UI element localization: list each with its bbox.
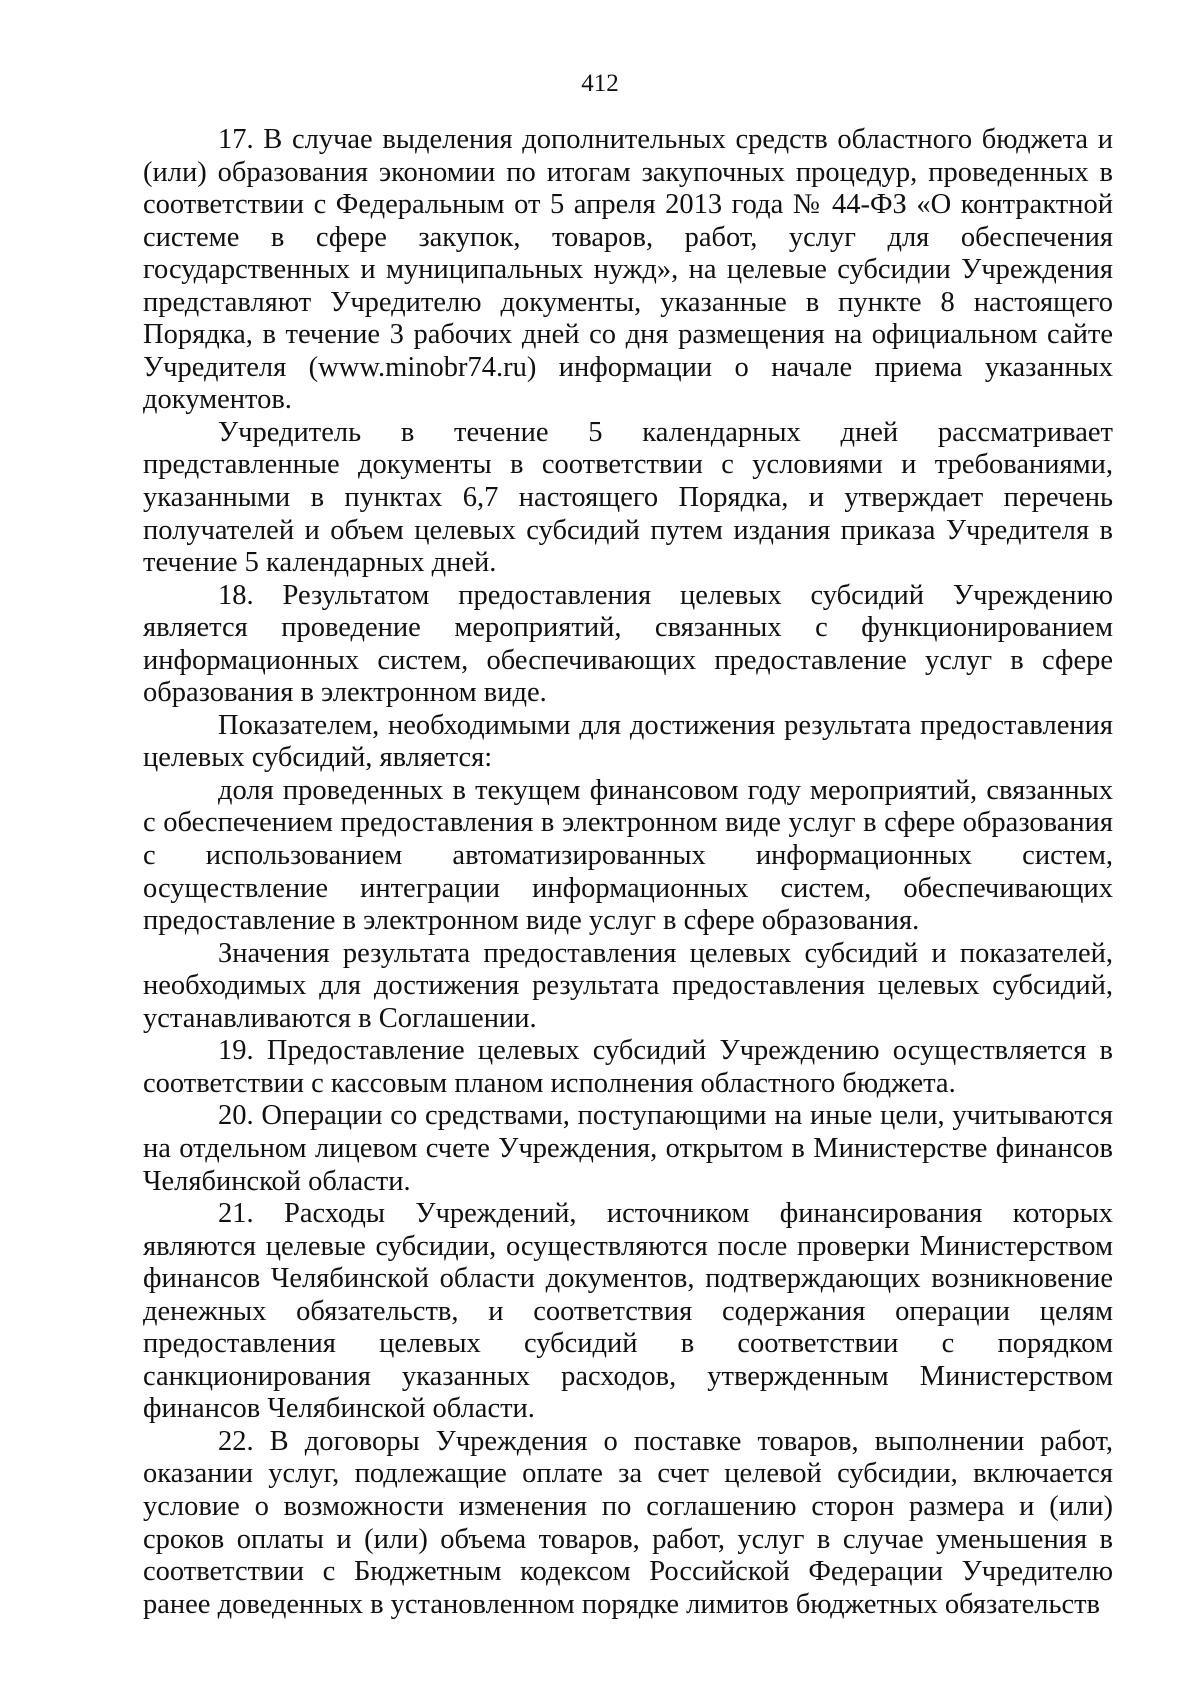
paragraph-17-review: Учредитель в течение 5 календарных дней рассматривает представленные документы в соответствии с условиями и требованиями, указанными в пунктах 6,7 настоящего Порядка, и утверждает перечень получателей и объем целевых субсидий путем издания приказа Учредителя в течение 5 календарных дней. xyxy=(143,416,1113,579)
paragraph-20: 20. Операции со средствами, поступающими на иные цели, учитываются на отдельном лицевом счете Учреждения, открытом в Министерстве финансов Челябинской области. xyxy=(143,1100,1113,1197)
paragraph-18-indicator-intro: Показателем, необходимыми для достижения результата предоставления целевых субсидий, является: xyxy=(143,709,1113,774)
paragraph-22: 22. В договоры Учреждения о поставке товаров, выполнении работ, оказании услуг, подлежащие оплате за счет целевой субсидии, включается условие о возможности изменения по соглашению сторон размера и (или) сроков оплаты и (или) объема товаров, работ, услуг в случае уменьшения в соответствии с Бюджетным кодексом Российской Федерации Учредителю ранее доведенных в установленном порядке лимитов бюджетных обязательств xyxy=(143,1425,1113,1620)
paragraph-19: 19. Предоставление целевых субсидий Учреждению осуществляется в соответствии с кассовым планом исполнения областного бюджета. xyxy=(143,1035,1113,1099)
page-number: 412 xyxy=(581,70,619,97)
paragraph-18-indicator: доля проведенных в текущем финансовом году мероприятий, связанных с обеспечением предоставления в электронном виде услуг в сфере образования с использованием автоматизированных информационных систем, осуществление интеграции информационных систем, обеспечивающих предоставление в электронном виде услуг в сфере образования. xyxy=(143,774,1113,937)
paragraph-18: 18. Результатом предоставления целевых субсидий Учреждению является проведение мероприятий, связанных с функционированием информационных систем, обеспечивающих предоставление услуг в сфере образования в электронном виде. xyxy=(143,579,1113,709)
document-body xyxy=(143,124,1113,1621)
paragraph-21: 21. Расходы Учреждений, источником финансирования которых являются целевые субсидии, осуществляются после проверки Министерством финансов Челябинской области документов, подтверждающих возникновение денежных обязательств, и соответствия содержания операции целям предоставления целевых субсидий в соответствии с порядком санкционирования указанных расходов, утвержденным Министерством финансов Челябинской области. xyxy=(143,1198,1113,1425)
paragraph-18-values: Значения результата предоставления целевых субсидий и показателей, необходимых для достижения результата предоставления целевых субсидий, устанавливаются в Соглашении. xyxy=(143,937,1113,1034)
paragraph-17: 17. В случае выделения дополнительных средств областного бюджета и (или) образования экономии по итогам закупочных процедур, проведенных в соответствии с Федеральным от 5 апреля 2013 года № 44-ФЗ «О контрактной системе в сфере закупок, товаров, работ, услуг для обеспечения государственных и муниципальных нужд», на целевые субсидии Учреждения представляют Учредителю документы, указанные в пункте 8 настоящего Порядка, в течение 3 рабочих дней со дня размещения на официальном сайте Учредителя (www.minobr74.ru) информации о начале приема указанных документов. xyxy=(143,124,1113,416)
